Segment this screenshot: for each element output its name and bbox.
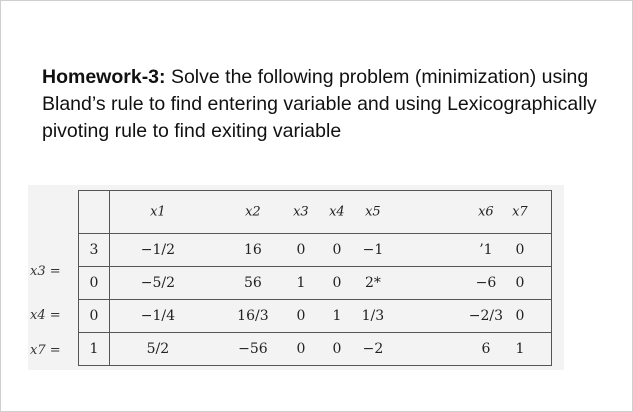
value-cell: 0 xyxy=(332,242,342,258)
value-cell: 16 xyxy=(243,242,262,258)
rhs-cell: 3 xyxy=(79,234,110,267)
value-cell: 1/3 xyxy=(361,308,385,324)
tableau-row-x7 xyxy=(79,333,552,366)
col-x5-header: x5 xyxy=(365,204,381,220)
value-cell: −1 xyxy=(362,242,384,258)
simplex-tableau xyxy=(78,190,552,366)
value-cell: ’1 xyxy=(479,242,493,258)
tableau-row-x4 xyxy=(79,300,552,333)
basis-label-x4: x4 = xyxy=(30,308,61,323)
rhs-cell: 1 xyxy=(79,333,110,366)
rhs-cell: 0 xyxy=(79,300,110,333)
value-cell: 0 xyxy=(515,308,525,324)
homework-text: Solve the following problem (minimization) using Bland’s rule to find entering variable and using Lexicographically pivoting rule to find exiting variable xyxy=(42,66,597,142)
pivot-element: 2* xyxy=(364,275,381,291)
value-cell: 6 xyxy=(481,341,491,357)
value-cell: 0 xyxy=(515,275,525,291)
value-cell: 0 xyxy=(515,242,525,258)
tableau-row-objective xyxy=(79,234,552,267)
value-cell: 5/2 xyxy=(146,341,170,357)
value-cell: 1 xyxy=(515,341,525,357)
row-values xyxy=(109,333,551,366)
value-cell: −6 xyxy=(475,275,497,291)
col-x1-header: x1 xyxy=(150,204,166,220)
col-x3-header: x3 xyxy=(293,204,309,220)
row-values xyxy=(109,234,551,267)
value-cell: 0 xyxy=(332,341,342,357)
col-x7-header: x7 xyxy=(512,204,528,220)
value-cell: 56 xyxy=(243,275,262,291)
tableau-header-row xyxy=(79,191,552,234)
value-cell: −56 xyxy=(238,341,268,357)
homework-heading xyxy=(42,64,612,145)
col-x4-header: x4 xyxy=(329,204,345,220)
basis-label-x7: x7 = xyxy=(30,343,61,358)
value-cell: −5/2 xyxy=(140,275,176,291)
row-values xyxy=(109,300,551,333)
value-cell: −2 xyxy=(362,341,384,357)
tableau-row-x3 xyxy=(79,267,552,300)
value-cell: 1 xyxy=(332,308,342,324)
value-cell: 16/3 xyxy=(237,308,269,324)
value-cell: 0 xyxy=(296,341,306,357)
basis-label-x3: x3 = xyxy=(30,264,61,279)
row-values xyxy=(109,267,551,300)
value-cell: 0 xyxy=(296,308,306,324)
value-cell: −1/4 xyxy=(140,308,176,324)
value-cell: −1/2 xyxy=(140,242,176,258)
value-cell: 0 xyxy=(296,242,306,258)
value-cell: 0 xyxy=(332,275,342,291)
col-x6-header: x6 xyxy=(478,204,494,220)
col-x2-header: x2 xyxy=(245,204,261,220)
value-cell: −2/3 xyxy=(468,308,504,324)
header-columns xyxy=(109,191,551,234)
value-cell: 1 xyxy=(296,275,306,291)
header-rhs-cell xyxy=(79,191,110,234)
rhs-cell: 0 xyxy=(79,267,110,300)
homework-label: Homework-3: xyxy=(42,66,166,88)
